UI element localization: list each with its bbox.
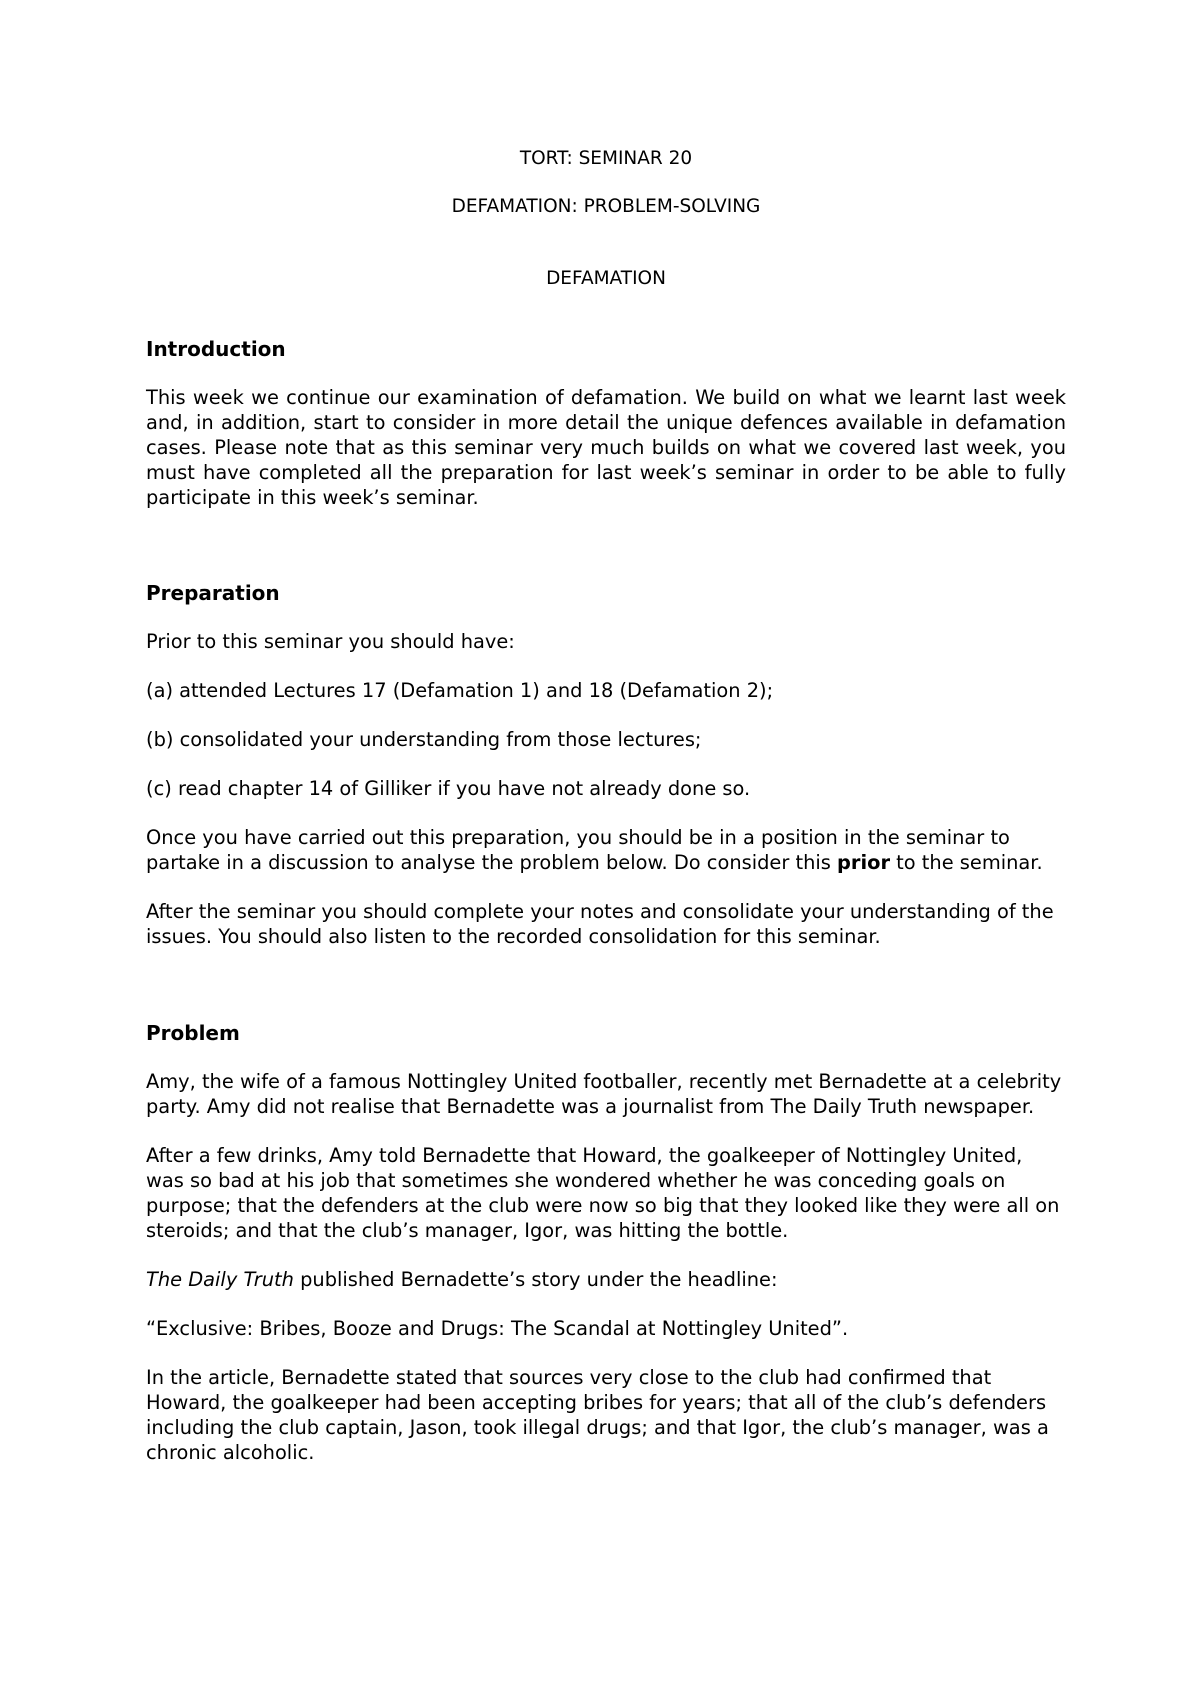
headline-quote: “Exclusive: Bribes, Booze and Drugs: The Scandal at Nottingley United”. xyxy=(146,1317,849,1340)
problem-heading: Problem xyxy=(146,1021,240,1045)
preparation-after-paragraph: After the seminar you should complete your notes and consolidate your understanding of the issues. You should also listen to the recorded consolidation for this seminar. xyxy=(146,900,1054,948)
newspaper-name: The Daily Truth xyxy=(146,1268,294,1291)
preparation-once-bold: prior xyxy=(837,851,891,874)
section-title: DEFAMATION xyxy=(546,268,666,289)
preparation-once-text-end: to the seminar. xyxy=(890,851,1043,874)
document-body xyxy=(146,140,1066,1465)
problem-paragraph-3-text: published Bernadette’s story under the headline: xyxy=(293,1268,778,1291)
problem-paragraph-2: After a few drinks, Amy told Bernadette that Howard, the goalkeeper of Nottingley United, was so bad at his job that sometimes she wondered whether he was conceding goals on purpose; that the defenders at the club were now so big that they looked like they were all on steroids; and that the club’s manager, Igor, was hitting the bottle. xyxy=(146,1144,1060,1242)
problem-paragraph-1: Amy, the wife of a famous Nottingley United footballer, recently met Bernadette at a celebrity party. Amy did not realise that Bernadette was a journalist from The Daily Truth newspaper. xyxy=(146,1070,1062,1118)
preparation-lead: Prior to this seminar you should have: xyxy=(146,630,515,653)
preparation-once-text-start: Once you have carried out this preparation, you should be in a position in the seminar to partake in a discussion to analyse the problem below. Do consider this xyxy=(146,826,1010,874)
preparation-heading: Preparation xyxy=(146,581,280,605)
problem-paragraph-4: In the article, Bernadette stated that sources very close to the club had confirmed that Howard, the goalkeeper had been accepting bribes for years; that all of the club’s defenders including the club captain, Jason, took illegal drugs; and that Igor, the club’s manager, was a chronic alcoholic. xyxy=(146,1366,1049,1464)
introduction-heading: Introduction xyxy=(146,337,286,361)
preparation-item-a: (a) attended Lectures 17 (Defamation 1) and 18 (Defamation 2); xyxy=(146,679,774,702)
introduction-paragraph: This week we continue our examination of defamation. We build on what we learnt last week and, in addition, start to consider in more detail the unique defences available in defamation cases. Please note that as this seminar very much builds on what we covered last week, you must have completed all the preparation for last week’s seminar in order to be able to fully participate in this week’s seminar. xyxy=(146,386,1066,509)
preparation-item-b: (b) consolidated your understanding from those lectures; xyxy=(146,728,702,751)
problem-paragraph-3 xyxy=(146,1267,1066,1292)
preparation-once-paragraph xyxy=(146,825,1066,875)
preparation-item-c: (c) read chapter 14 of Gilliker if you have not already done so. xyxy=(146,777,751,800)
document-title: TORT: SEMINAR 20 xyxy=(519,148,693,169)
document-subtitle: DEFAMATION: PROBLEM-SOLVING xyxy=(451,196,761,217)
